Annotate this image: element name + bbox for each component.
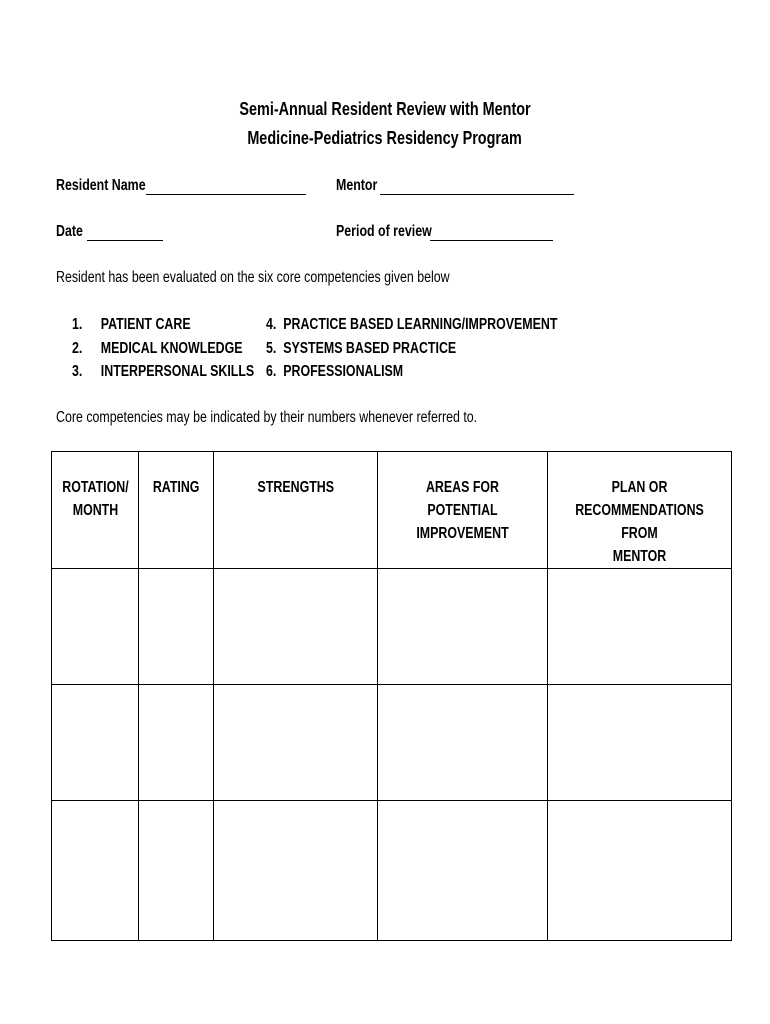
period-of-review-label: Period of review (336, 223, 432, 240)
table-cell[interactable] (139, 801, 214, 941)
intro-text: Resident has been evaluated on the six core competencies given below (56, 269, 450, 286)
table-header-row (52, 452, 732, 569)
title-line-1: Semi-Annual Resident Review with Mentor (239, 99, 531, 119)
date-label: Date (56, 223, 83, 240)
resident-name-label: Resident Name (56, 177, 146, 194)
table-cell[interactable] (378, 569, 548, 685)
mentor-blank[interactable] (380, 194, 574, 195)
competency-item: 5. SYSTEMS BASED PRACTICE (266, 339, 457, 357)
note-text: Core competencies may be indicated by their numbers whenever referred to. (56, 409, 478, 426)
resident-name-field (56, 176, 168, 196)
table-cell[interactable] (378, 685, 548, 801)
header-plan-recommendations: PLAN OR RECOMMENDATIONS FROM MENTOR (548, 452, 732, 569)
competency-item: 2. MEDICAL KNOWLEDGE (72, 339, 243, 357)
date-field (56, 222, 90, 242)
period-of-review-blank[interactable] (430, 240, 553, 241)
table-cell[interactable] (548, 569, 732, 685)
table-row (52, 801, 732, 941)
table-cell[interactable] (52, 801, 139, 941)
table-cell[interactable] (139, 569, 214, 685)
table-cell[interactable] (214, 685, 378, 801)
table-row (52, 569, 732, 685)
competency-item: 3. INTERPERSONAL SKILLS (72, 363, 255, 380)
table-cell[interactable] (52, 569, 139, 685)
resident-name-blank[interactable] (146, 194, 306, 195)
header-rating: RATING (139, 452, 214, 569)
mentor-label: Mentor (336, 177, 378, 194)
table-cell[interactable] (214, 569, 378, 685)
review-table (51, 451, 732, 941)
period-of-review-field (336, 222, 456, 242)
header-rotation-month: ROTATION/ MONTH (52, 452, 139, 569)
competency-list-right (266, 313, 630, 384)
competency-item: 1. PATIENT CARE (72, 316, 191, 333)
date-blank[interactable] (87, 240, 163, 241)
table-cell[interactable] (378, 801, 548, 941)
mentor-field (336, 176, 388, 196)
header-strengths: STRENGTHS (214, 452, 378, 569)
table-cell[interactable] (139, 685, 214, 801)
table-cell[interactable] (214, 801, 378, 941)
competency-item: 4. PRACTICE BASED LEARNING/IMPROVEMENT (266, 316, 558, 333)
header-areas-for-improvement: AREAS FOR POTENTIAL IMPROVEMENT (378, 452, 548, 569)
title-line-2: Medicine-Pediatrics Residency Program (247, 128, 523, 148)
document-title (0, 98, 770, 120)
table-cell[interactable] (548, 801, 732, 941)
table-cell[interactable] (52, 685, 139, 801)
competency-item: 6. PROFESSIONALISM (266, 363, 404, 380)
table-row (52, 685, 732, 801)
document-subtitle (0, 127, 770, 149)
table-cell[interactable] (548, 685, 732, 801)
